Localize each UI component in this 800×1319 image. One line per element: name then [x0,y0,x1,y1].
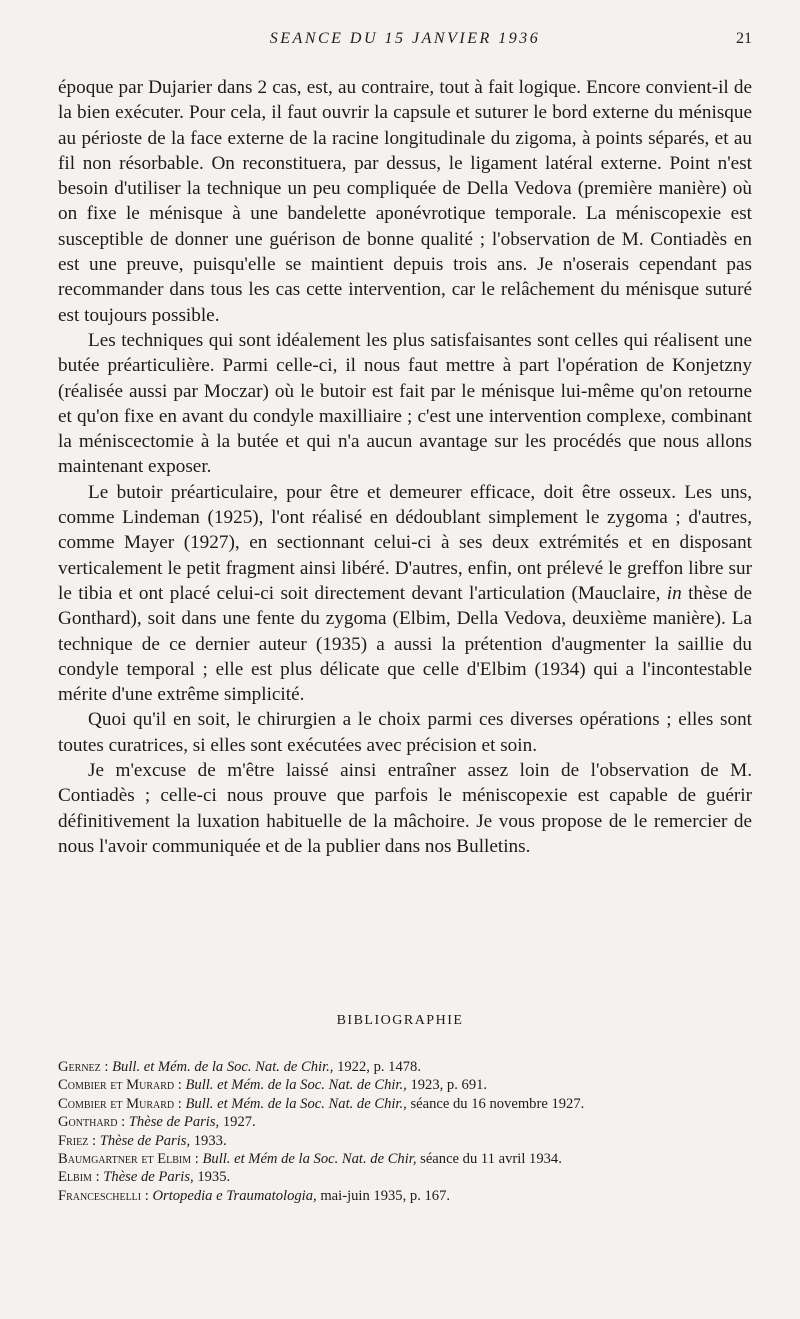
bibliography-entry [58,1132,758,1150]
bibliography-entry [58,1058,758,1076]
bib-details: 1935. [193,1169,231,1186]
bib-work: Thèse de Paris, [99,1132,191,1149]
bib-author: Friez : [58,1132,97,1149]
bibliography-entry [58,1076,758,1094]
paragraph-2: Les techniques qui sont idéalement les plus satisfaisantes sont celles qui réalisent une butée préarticulière. Parmi celle-ci, il nous faut mettre à part l'opération de Konjetzny (réalisée aussi par Moczar) où le butoir est fait par le ménisque lui-même qu'on retourne et qu'on fixe en avant du condyle maxilliaire ; c'est une intervention complexe, combinant la méniscectomie à la butée et qui n'a aucun avantage sur les procédés que nous allons maintenant exposer. [58,329,752,478]
bibliography-entry [58,1187,758,1205]
bib-author: Elbim : [58,1169,100,1186]
bib-details: 1923, p. 691. [406,1077,488,1094]
bib-work: Ortopedia e Traumatologia, [152,1187,317,1204]
bib-details: séance du 16 novembre 1927. [406,1095,585,1112]
bib-details: 1927. [219,1114,256,1131]
paragraph-1: époque par Dujarier dans 2 cas, est, au contraire, tout à fait logique. Encore convient-il de la bien exécuter. Pour cela, il faut ouvrir la capsule et suturer le bord externe du ménisque au périoste de la face externe de la racine longitudinale du zigoma, à points séparés, et au fil non résorbable. On reconstituera, par dessus, le ligament latéral externe. Point n'est besoin d'utiliser la technique un peu compliquée de Della Vedova (première manière) où on fixe le ménisque à une bandelette aponévrotique temporale. La méniscopexie est susceptible de donner une guérison de bonne qualité ; l'observation de M. Contiadès en est une preuve, puisqu'elle se maintient depuis trois ans. Je n'oserais cependant pas recommander dans tous les cas cette intervention, car le relâchement du ménisque suturé est toujours possible. [58,77,752,326]
bib-author: Gernez : [58,1059,109,1075]
bib-work: Thèse de Paris, [128,1114,220,1131]
bib-details: 1922, p. 1478. [333,1059,421,1075]
bib-details: 1933. [190,1132,227,1149]
bib-work: Bull. et Mém. de la Soc. Nat. de Chir., [185,1095,407,1112]
bib-author: Franceschelli : [58,1187,149,1204]
bib-author: Combier et Murard : [58,1095,182,1112]
paragraph-3-italic: in [666,582,682,604]
bib-work: Thèse de Paris, [103,1169,194,1186]
bib-details: mai-juin 1935, p. 167. [316,1187,451,1204]
bibliography-heading: BIBLIOGRAPHIE [336,1013,464,1028]
bib-work: Bull. et Mém de la Soc. Nat. de Chir, [202,1151,417,1168]
bibliography-entry [58,1113,758,1131]
paragraph-3 [58,480,752,708]
paragraph-5: Je m'excuse de m'être laissé ainsi entraîner assez loin de l'observation de M. Contiadès ; celle-ci nous prouve que parfois le méniscopexie est capable de guérir définitivement la luxation habituelle de la mâchoire. Je vous propose de le remercier de nous l'avoir communiquée et de la publier dans nos Bulletins. [58,760,752,857]
bibliography-list [58,1058,758,1205]
bib-details: séance du 11 avril 1934. [416,1151,562,1168]
bib-author: Combier et Murard : [58,1077,182,1094]
body-text [58,75,752,859]
paragraph-3-start: Le butoir préarticulaire, pour être et demeurer efficace, doit être osseux. Les uns, comme Lindeman (1925), l'ont réalisé en dédoublant simplement le zygoma ; d'autres, comme Mayer (1927), en sectionnant celui-ci à ses deux extrémités et en disposant verticalement le petit fragment ainsi libéré. D'autres, enfin, ont prélevé le greffon libre sur le tibia et ont placé celui-ci soit directement devant l'articulation (Mauclaire, [58,481,752,604]
bib-work: Bull. et Mém. de la Soc. Nat. de Chir., [185,1077,407,1094]
bibliography-entry [58,1095,758,1113]
bib-work: Bull. et Mém. de la Soc. Nat. de Chir., [112,1059,334,1075]
running-title: SEANCE DU 15 JANVIER 1936 [269,30,541,47]
page-number: 21 [736,30,752,47]
paragraph-4: Quoi qu'il en soit, le chirurgien a le choix parmi ces diverses opérations ; elles sont toutes curatrices, si elles sont exécutées avec précision et soin. [58,709,752,756]
bib-author: Gonthard : [58,1114,126,1131]
running-head [58,30,752,54]
bibliography-entry [58,1168,758,1186]
bibliography-entry [58,1150,758,1168]
paragraph-3-end: thèse de Gonthard), soit dans une fente du zygoma (Elbim, Della Vedova, deuxième manière). La technique de ce dernier auteur (1935) a aussi la prétention d'augmenter la saillie du condyle temporal ; elle est plus délicate que celle d'Elbim (1934) qui a l'incontestable mérite d'une extrême simplicité. [58,582,752,706]
bib-author: Baumgartner et Elbim : [58,1151,199,1168]
